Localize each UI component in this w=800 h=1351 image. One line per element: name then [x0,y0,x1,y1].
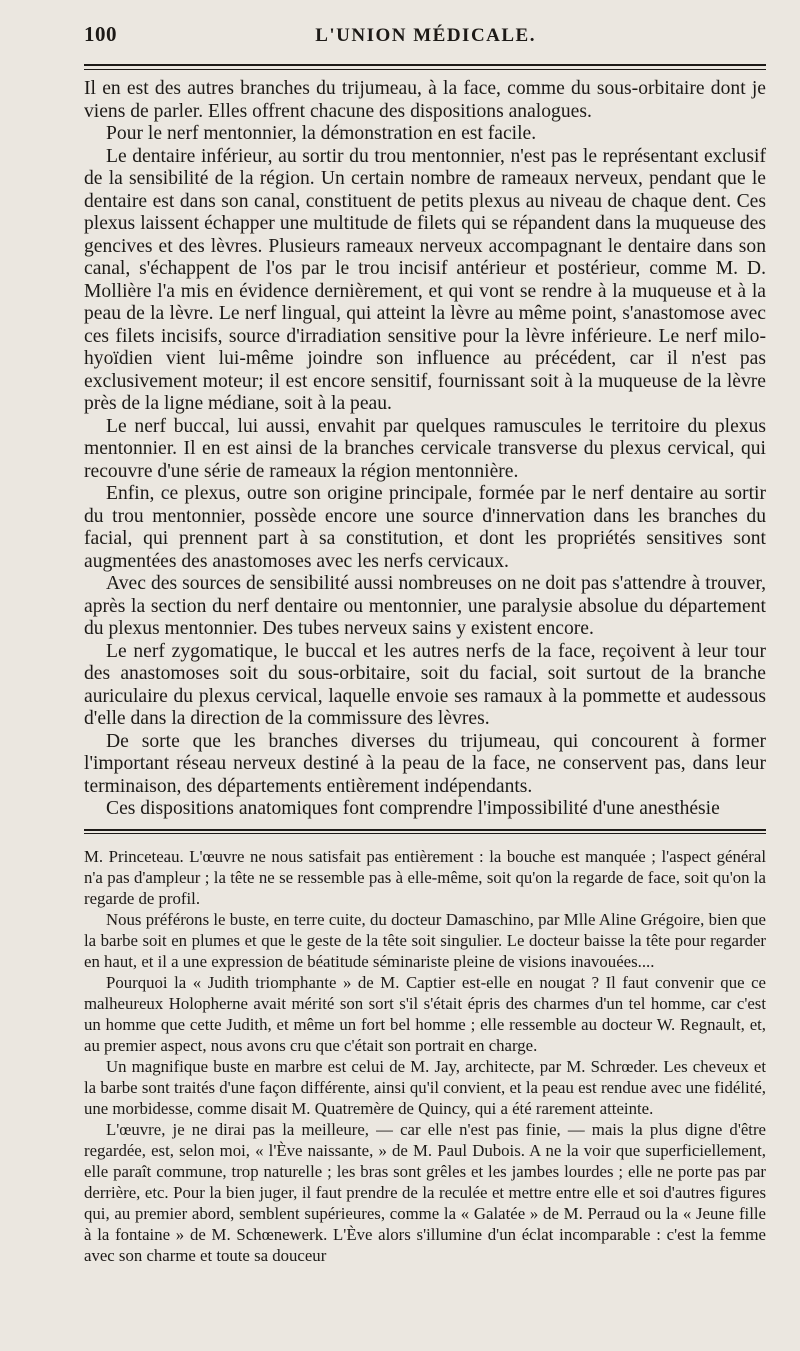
main-paragraph: Le dentaire inférieur, au sortir du trou mentonnier, n'est pas le représentant exclusif de la sensibilité de la région. Un certain nombre de rameaux nerveux, pendant que le dentaire est dans son canal, constituent de petits plexus au niveau de chaque dent. Ces plexus laissent échapper une multitude de filets qui se répandent dans la muqueuse des gencives et des lèvres. Plusieurs rameaux nerveux accompagnant le dentaire dans son canal, s'échappent de l'os par le trou incisif antérieur et postérieur, comme M. D. Mollière l'a mis en évidence dernièrement, et qui vont se rendre à la muqueuse et à la peau de la lèvre. Le nerf lingual, qui atteint la lèvre au même point, s'anastomose avec ces filets incisifs, source d'irradiation sensitive pour la lèvre inférieure. Le nerf milo-hyoïdien vient lui-même joindre son influence au précédent, car il n'est pas exclusivement moteur; il est encore sensitif, fournissant soit à la muqueuse de la lèvre près de la ligne médiane, soit à la peau. [84,145,766,414]
page-header [84,22,766,62]
header-rule [84,64,766,70]
main-paragraph: Avec des sources de sensibilité aussi nombreuses on ne doit pas s'attendre à trouver, après la section du nerf dentaire ou mentonnier, une paralysie absolue du département du plexus mentonnier. Des tubes nerveux sains y existent encore. [84,573,766,639]
main-paragraph: Enfin, ce plexus, outre son origine principale, formée par le nerf dentaire au sortir du trou mentonnier, possède encore une source d'innervation dans les branches du facial, qui prennent part à sa constitution, et dont les propriétés sensitives sont augmentées des anastomoses avec les nerfs cervicaux. [84,483,766,572]
main-paragraph: Le nerf buccal, lui aussi, envahit par quelques ramuscules le territoire du plexus mentonnier. Il en est ainsi de la branches cervicale transverse du plexus cervical, qui recouvre d'une série de rameaux la région mentonnière. [84,415,766,482]
feuilleton-separator [84,829,766,834]
main-paragraph: Il en est des autres branches du trijumeau, à la face, comme du sous-orbitaire dont je viens de parler. Elles offrent chacune des dispositions analogues. [84,78,766,122]
feuilleton-paragraph: Pourquoi la « Judith triomphante » de M. Captier est-elle en nougat ? Il faut convenir que ce malheureux Holopherne avait mérité son sort s'il s'était épris des charmes d'un tel homme, car c'est un homme que cette Judith, et même un fort bel homme ; elle ressemble au docteur W. Regnault, et, au premier aspect, nous avons cru que c'était son portrait en charge. [84,972,766,1055]
feuilleton-paragraph: Nous préférons le buste, en terre cuite, du docteur Damaschino, par Mlle Aline Grégoire, bien que la barbe soit en plumes et que le geste de la tête soit singulier. Le docteur baisse la tête pour regarder en haut, et il a une expression de béatitude séminariste pleine de visions inavouées.... [84,909,766,971]
main-paragraph: De sorte que les branches diverses du trijumeau, qui concourent à former l'important réseau nerveux destiné à la peau de la face, ne conservent pas, dans leur terminaison, des départements entièrement indépendants. [84,730,766,797]
journal-title: L'UNION MÉDICALE. [315,25,536,46]
main-paragraph: Ces dispositions anatomiques font comprendre l'impossibilité d'une anesthésie [106,798,720,819]
main-paragraph: Le nerf zygomatique, le buccal et les autres nerfs de la face, reçoivent à leur tour des anastomoses soit du sous-orbitaire, soit du facial, soit surtout de la branche auriculaire du plexus cervical, laquelle envoie ses ramaux à la pommette et audessous d'elle dans la direction de la commissure des lèvres. [84,640,766,729]
feuilleton-paragraph: M. Princeteau. L'œuvre ne nous satisfait pas entièrement : la bouche est manquée ; l'aspect général n'a pas d'ampleur ; la tête ne se ressemble pas à elle-même, soit qu'on la regarde de face, soit qu'on la regarde de profil. [84,846,766,908]
page-number: 100 [84,22,117,46]
feuilleton-text [84,846,766,1266]
feuilleton-paragraph: L'œuvre, je ne dirai pas la meilleure, — car elle n'est pas finie, — mais la plus digne d'être regardée, est, selon moi, « l'Ève naissante, » de M. Paul Dubois. A ne la voir que superficiellement, elle paraît commune, trop naturelle ; les bras sont grêles et les jambes lourdes ; elle ne porte pas par derrière, etc. Pour la bien juger, il faut prendre de la reculée et mettre entre elle et soi d'autres figures qui, au premier abord, semblent supérieures, comme la « Galatée » de M. Perraud ou la « Jeune fille à la fontaine » de M. Schœnewerk. L'Ève alors s'illumine d'un éclat incomparable : c'est la femme avec son charme et toute sa douceur [84,1119,766,1265]
feuilleton-paragraph: Un magnifique buste en marbre est celui de M. Jay, architecte, par M. Schrœder. Les cheveux et la barbe sont traités d'une façon différente, ainsi qu'il convient, et la peau est rendue avec une fidélité, une morbidesse, comme disait M. Quatremère de Quincy, qui a été rarement atteinte. [84,1056,766,1118]
main-paragraph: Pour le nerf mentonnier, la démonstration en est facile. [106,123,537,144]
main-text [84,78,766,821]
